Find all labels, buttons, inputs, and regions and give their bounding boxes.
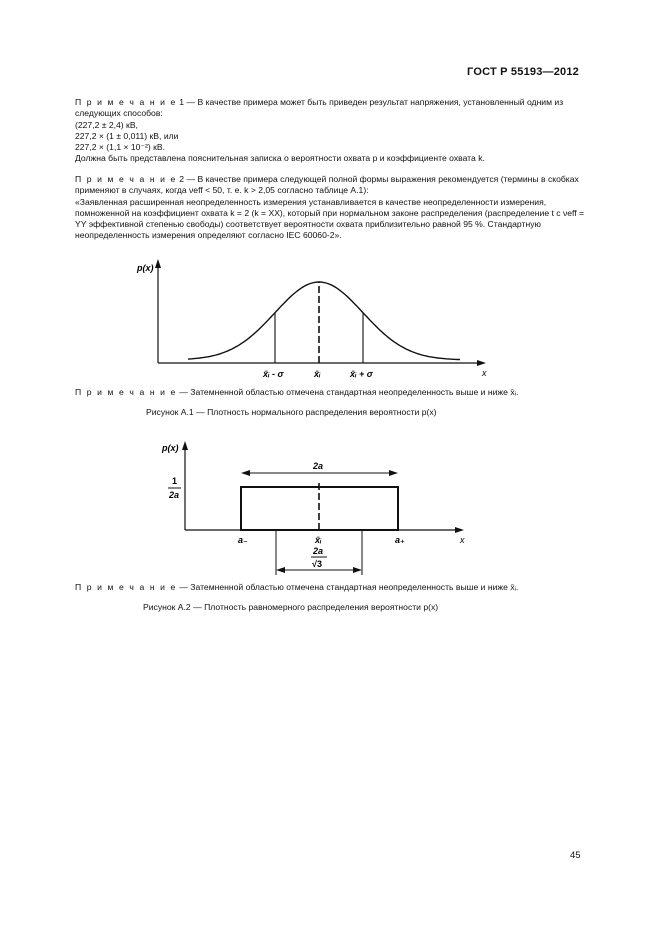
figure-2-a-plus: a₊ [395,535,405,545]
page-header-doc-id: ГОСТ Р 55193—2012 [467,66,579,78]
figure-2-width-label: 2a [313,461,324,471]
figure-2-note [75,582,518,592]
figure-1-note-label: П р и м е ч а н и е [75,387,177,397]
figure-1-y-arrow [155,259,161,268]
note-1-line-4: Должна быть представлена пояснительная записка о вероятности охвата p и коэффициенте охвата k. [75,153,485,164]
figure-1-bell-curve [188,282,460,360]
note-2-quote: «Заявленная расширенная неопределенность измерения устанавливается в качестве неопределенности измерения, помноженной на коэффициент охвата k = 2 (k = XX), который при нормальном законе распределения (распределение t с νeff = YY эффективной степенью свободы) соответствует вероятности охвата приблизительно равной 95 %. Стандартную неопределенность измерения определяют согласно IEC 60060-2». [75,196,585,241]
note-1-label: П р и м е ч а н и е [75,97,177,107]
figure-1-tick-plus-sigma: x̄ᵢ + σ [350,369,373,379]
figure-2-dim-su-arrow-right [353,567,362,573]
figure-1-note [75,387,518,397]
note-1 [75,97,586,165]
figure-2-su-numerator: 2a [313,546,324,556]
figure-2-a-minus: a₋ [238,535,248,545]
figure-2-height-denominator: 2a [169,490,180,500]
figure-2-x-label: x [460,535,465,545]
figure-1-tick-mean: x̄ᵢ [314,369,321,379]
figure-2-height-numerator: 1 [172,476,178,486]
figure-2-dim-su-arrow-left [276,567,285,573]
figure-1-tick-minus-sigma: x̄ᵢ - σ [263,369,284,379]
figure-1-x-label: x [482,368,487,378]
figure-2-note-text: — Затемненной областью отмечена стандартная неопределенность выше и ниже x̄ᵢ. [176,582,519,592]
figure-2-dim-2a-arrow-left [241,470,250,476]
figure-1-normal-distribution [120,255,520,385]
note-1-line-1: (227,2 ± 2,4) кВ, [75,119,138,130]
note-2 [75,174,586,242]
note-1-line-2: 227,2 × (1 ± 0,011) кВ, или [75,130,179,141]
figure-2-y-arrow [182,441,188,450]
figure-2-x-arrow [455,527,464,533]
figure-2-dim-2a-arrow-right [389,470,398,476]
figure-2-su-denominator: √3 [312,559,322,569]
page-number: 45 [570,850,581,861]
figure-1-y-label: p(x) [137,263,154,273]
note-1-line-3: 227,2 × (1,1 × 10⁻²) кВ. [75,142,165,153]
figure-2-caption: Рисунок А.2 — Плотность равномерного распределения вероятности p(x) [143,602,439,612]
figure-2-note-label: П р и м е ч а н и е [75,582,177,592]
note-2-text: 2 — В качестве примера следующей полной формы выражения рекомендуется (термины в скобках применяют в случаях, когда νeff < 50, т. е. k > 2,05 согласно таблице А.1): [75,174,579,196]
figure-1-caption: Рисунок А.1 — Плотность нормального распределения вероятности p(x) [146,407,437,417]
figure-2-tick-mean: x̄ᵢ [315,535,322,545]
figure-2-y-label: p(x) [162,443,179,453]
figure-2-uniform-distribution [150,437,480,577]
figure-1-x-arrow [477,360,486,366]
note-1-text: 1 — В качестве примера может быть приведен результат напряжения, установленный одним из следующих способов: [75,97,564,119]
figure-1-note-text: — Затемненной областью отмечена стандартная неопределенность выше и ниже x̄ᵢ. [176,387,519,397]
note-2-label: П р и м е ч а н и е [75,174,177,184]
